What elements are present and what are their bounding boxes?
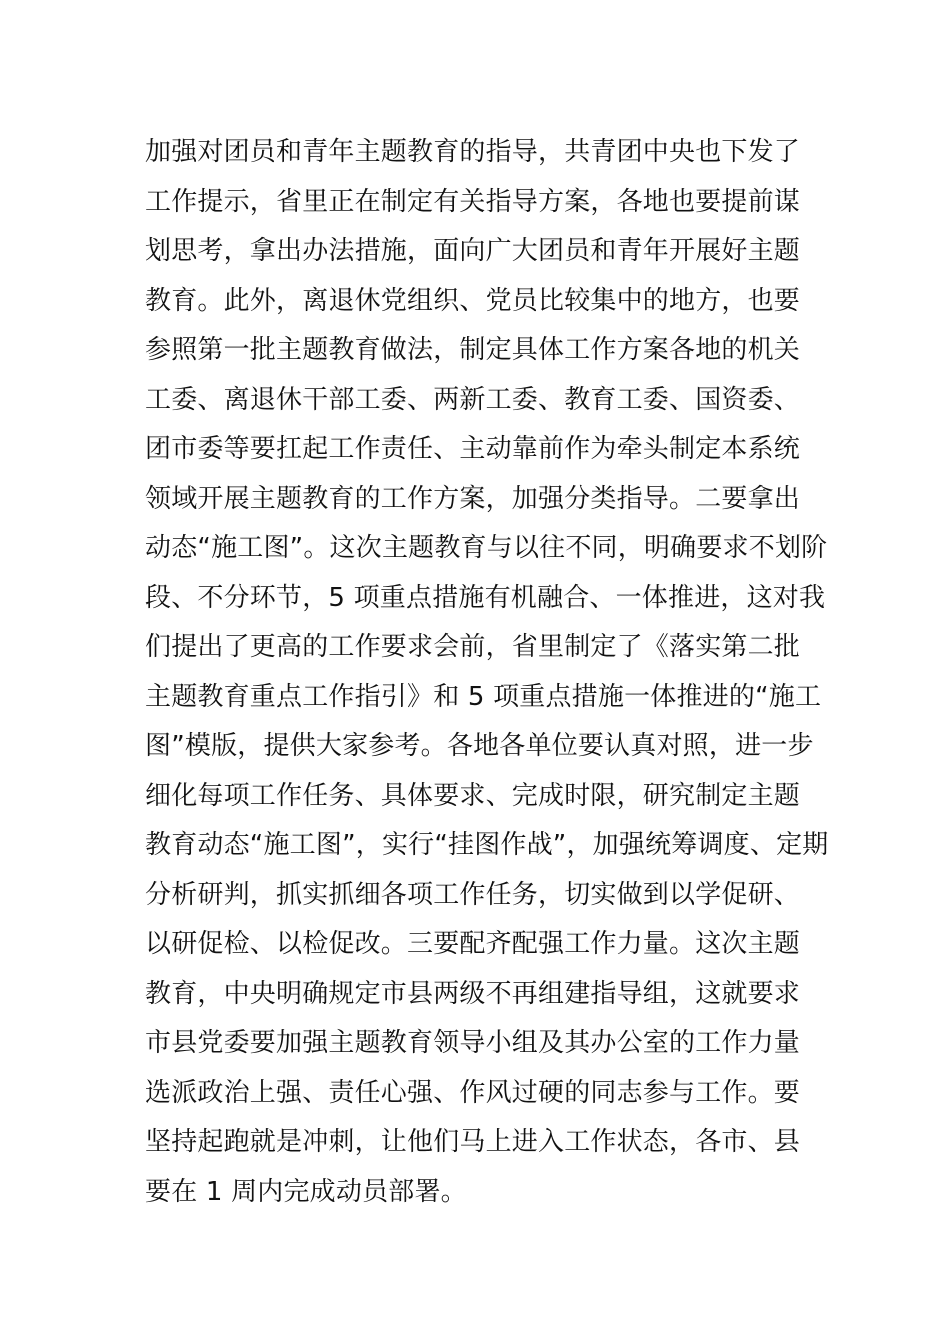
text-line-1: 加强对团员和青年主题教育的指导，共青团中央也下发了 [145,137,801,167]
text-line-10: 段、不分环节，5 项重点措施有机融合、一体推进，这对我 [145,582,826,613]
text-line-4: 教育。此外，离退休党组织、党员比较集中的地方，也要 [145,285,801,316]
text-line-22: 要在 1 周内完成动员部署。 [145,1176,467,1207]
text-line-6: 工委、离退休干部工委、两新工委、教育工委、国资委、 [145,384,801,415]
text-line-5: 参照第一批主题教育做法，制定具体工作方案各地的机关 [145,335,801,365]
text-line-7: 团市委等要扛起工作责任、主动靠前作为牵头制定本系统 [145,434,801,464]
text-line-18: 教育，中央明确规定市县两级不再组建指导组，这就要求 [145,978,801,1009]
text-line-3: 划思考，拿出办法措施，面向广大团员和青年开展好主题 [145,236,801,266]
text-line-16: 分析研判，抓实抓细各项工作任务，切实做到以学促研、 [145,879,801,910]
body-paragraph [145,128,829,1217]
text-line-2: 工作提示，省里正在制定有关指导方案，各地也要提前谋 [145,186,801,217]
text-line-17: 以研促检、以检促改。三要配齐配强工作力量。这次主题 [145,929,801,959]
text-line-9: 动态“施工图”。这次主题教育与以往不同，明确要求不划阶 [145,533,828,563]
text-line-14: 细化每项工作任务、具体要求、完成时限，研究制定主题 [145,780,801,811]
text-line-12: 主题教育重点工作指引》和 5 项重点措施一体推进的“施工 [145,681,822,712]
text-line-11: 们提出了更高的工作要求会前，省里制定了《落实第二批 [145,632,801,662]
text-line-20: 选派政治上强、责任心强、作风过硬的同志参与工作。要 [145,1077,801,1108]
text-line-21: 坚持起跑就是冲刺，让他们马上进入工作状态，各市、县 [145,1127,801,1157]
text-line-13: 图”模版，提供大家参考。各地各单位要认真对照，进一步 [145,731,814,761]
text-line-15: 教育动态“施工图”，实行“挂图作战”，加强统筹调度、定期 [145,830,829,860]
text-line-8: 领域开展主题教育的工作方案，加强分类指导。二要拿出 [145,483,801,514]
text-line-19: 市县党委要加强主题教育领导小组及其办公室的工作力量 [145,1028,801,1058]
